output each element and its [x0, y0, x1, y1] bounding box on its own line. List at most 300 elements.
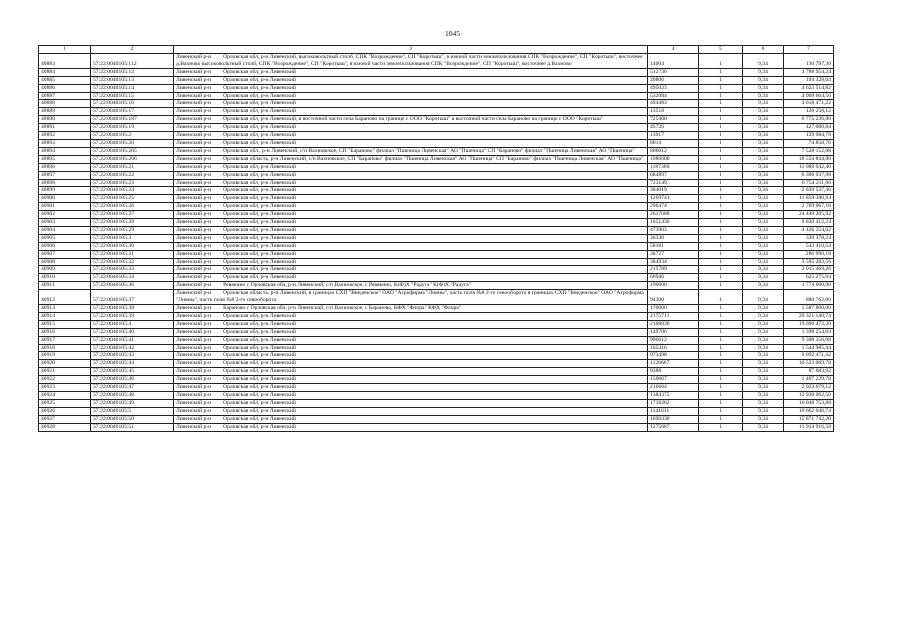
cadastral-value: 6 754 211,66: [784, 179, 834, 187]
cadastral-value: 9 308 356,08: [784, 336, 834, 344]
rate-value: 9,34: [743, 336, 784, 344]
address-text: Орловская обл, р-н Ливенский: [223, 258, 296, 265]
row-number: 40904: [39, 226, 91, 234]
address-text: Орловская область, р-н Ливенский, с/п Вахновское, СП "Бараново" филиал "Пшеница Ливенская" АО "Пшеница" СП "Бараново" филиал "Пшеница Ливенская" АО "Пшеница": [223, 155, 644, 162]
table-row: [39, 116, 834, 124]
cadastral-value: 10 523 069,78: [784, 360, 834, 368]
row-number: 40926: [39, 407, 91, 415]
row-number: 40907: [39, 250, 91, 258]
table-row: [39, 219, 834, 227]
address-text: Орловская обл, р-н Ливенский: [223, 171, 296, 178]
column-5-value: 1: [699, 312, 743, 320]
column-5-value: 1: [699, 336, 743, 344]
column-5-value: 1: [699, 320, 743, 328]
column-5-value: 1: [699, 423, 743, 431]
area-value: 495023: [648, 84, 699, 92]
area-value: 150667: [648, 376, 699, 384]
column-5-value: 1: [699, 203, 743, 211]
column-5-value: 1: [699, 360, 743, 368]
cadastral-value: 20 321 140,74: [784, 312, 834, 320]
rate-value: 9,34: [743, 320, 784, 328]
rate-value: 9,34: [743, 187, 784, 195]
location-description: [174, 155, 648, 163]
cadastral-number: 57:22:0040105:44: [91, 360, 174, 368]
table-row: [39, 274, 834, 282]
region-name: Ливенский р-н: [176, 407, 212, 414]
cadastral-number: 57:22:0040105:22: [91, 171, 174, 179]
column-5-value: 1: [699, 274, 743, 282]
column-5-value: 1: [699, 407, 743, 415]
col-header: 7: [784, 46, 834, 54]
area-value: 1126667: [648, 360, 699, 368]
region-name: Ливенский р-н: [176, 423, 212, 430]
rate-value: 9,34: [743, 250, 784, 258]
row-number: 40890: [39, 116, 91, 124]
rate-value: 9,34: [743, 274, 784, 282]
location-description: [174, 132, 648, 140]
column-5-value: 1: [699, 100, 743, 108]
address-text: Орловская обл, р-н Ливенский: [223, 368, 296, 375]
cadastral-number: 57:22:0040105:51: [91, 423, 174, 431]
row-number: 40906: [39, 242, 91, 250]
rate-value: 9,34: [743, 68, 784, 76]
rate-value: 9,34: [743, 258, 784, 266]
address-text: Орловская обл, р-н Ливенский: [223, 234, 296, 241]
region-name: Ливенский р-н: [176, 203, 212, 210]
table-row: [39, 423, 834, 431]
location-description: [174, 290, 648, 305]
location-description: [174, 179, 648, 187]
location-description: [174, 68, 648, 76]
table-row: [39, 312, 834, 320]
table-row: [39, 407, 834, 415]
area-value: 296474: [648, 203, 699, 211]
column-5-value: 1: [699, 305, 743, 313]
location-description: [174, 384, 648, 392]
row-number: 40885: [39, 76, 91, 84]
location-description: [174, 423, 648, 431]
region-name: Ливенский р-н: [176, 274, 212, 281]
column-5-value: 1: [699, 54, 743, 69]
row-number: 40889: [39, 108, 91, 116]
area-value: 216664: [648, 384, 699, 392]
row-number: 40918: [39, 344, 91, 352]
row-number: 40928: [39, 423, 91, 431]
table-row: [39, 84, 834, 92]
row-number: 40894: [39, 147, 91, 155]
column-5-value: 1: [699, 124, 743, 132]
row-number: 40903: [39, 219, 91, 227]
cadastral-number: 57:22:0040105:2: [91, 132, 174, 140]
column-5-value: 1: [699, 132, 743, 140]
table-row: [39, 320, 834, 328]
cadastral-number: 57:22:0040105:42: [91, 344, 174, 352]
location-description: [174, 54, 648, 69]
table-row: [39, 250, 834, 258]
table-row: [39, 195, 834, 203]
location-description: [174, 305, 648, 313]
area-value: 30727: [648, 250, 699, 258]
area-value: 1718282: [648, 399, 699, 407]
table-row: [39, 290, 834, 305]
cadastral-number: 57:22:0040105:187: [91, 116, 174, 124]
column-5-value: 1: [699, 352, 743, 360]
address-text: Орловская обл, р-н Ливенский: [223, 179, 296, 186]
cadastral-number: 57:22:0040105:47: [91, 384, 174, 392]
cadastral-value: 18 554 844,00: [784, 155, 834, 163]
location-description: [174, 219, 648, 227]
cadastral-number: 57:22:0040105:3: [91, 234, 174, 242]
address-text: Орловская обл, р-н Ливенский: [223, 266, 296, 273]
cadastral-value: 339 378,24: [784, 234, 834, 242]
location-description: [174, 171, 648, 179]
cadastral-value: 12 930 062,50: [784, 391, 834, 399]
region-name: Ливенский р-н: [176, 54, 212, 60]
region-name: Ливенский р-н: [176, 76, 212, 83]
region-name: Ливенский р-н: [176, 391, 212, 398]
area-value: 996612: [648, 336, 699, 344]
cadastral-number: 57:22:0040105:45: [91, 368, 174, 376]
row-number: 40919: [39, 352, 91, 360]
rate-value: 9,34: [743, 171, 784, 179]
rate-value: 9,34: [743, 234, 784, 242]
table-row: [39, 384, 834, 392]
area-value: 190000: [648, 282, 699, 290]
table-row: [39, 336, 834, 344]
table-row: [39, 100, 834, 108]
region-name: Ливенский р-н: [176, 352, 212, 359]
address-text: Орловская обл, р-н Ливенский: [223, 328, 296, 335]
row-number: 40901: [39, 203, 91, 211]
cadastral-value: 4 426 254,02: [784, 226, 834, 234]
address-text: Орловская обл, р-н Ливенский: [223, 407, 296, 414]
table-row: [39, 124, 834, 132]
location-description: [174, 274, 648, 282]
location-description: [174, 92, 648, 100]
region-name: Ливенский р-н: [176, 290, 212, 297]
region-name: Ливенский р-н: [176, 360, 212, 367]
area-value: 684897: [648, 171, 699, 179]
cadastral-value: 87 683,92: [784, 368, 834, 376]
row-number: 40922: [39, 376, 91, 384]
area-value: 806012: [648, 147, 699, 155]
column-5-value: 1: [699, 163, 743, 171]
rate-value: 9,34: [743, 163, 784, 171]
row-number: 40925: [39, 399, 91, 407]
column-5-value: 1: [699, 384, 743, 392]
area-value: 9388: [648, 368, 699, 376]
table-row: [39, 282, 834, 290]
row-number: 40886: [39, 84, 91, 92]
column-5-value: 1: [699, 68, 743, 76]
region-name: Ливенский р-н: [176, 368, 212, 375]
address-text: Орловская обл, р-н Ливенский: [223, 391, 296, 398]
region-name: Ливенский р-н: [176, 187, 212, 194]
area-value: 494483: [648, 100, 699, 108]
region-name: Ливенский р-н: [176, 171, 212, 178]
row-number: 40921: [39, 368, 91, 376]
rate-value: 9,34: [743, 92, 784, 100]
region-name: Ливенский р-н: [176, 226, 212, 233]
cadastral-number: 57:22:0040105:46: [91, 376, 174, 384]
cadastral-number: 57:22:0040105:27: [91, 211, 174, 219]
registry-table: [38, 45, 834, 432]
cadastral-number: 57:22:0040105:21: [91, 163, 174, 171]
address-text: Орловская обл, р-н Ливенский: [223, 108, 296, 115]
cadastral-number: 57:22:0040105:23: [91, 179, 174, 187]
rate-value: 9,34: [743, 108, 784, 116]
table-row: [39, 352, 834, 360]
table-row: [39, 376, 834, 384]
region-name: Ливенский р-н: [176, 124, 212, 131]
row-number: 40911: [39, 282, 91, 290]
column-5-value: 1: [699, 139, 743, 147]
cadastral-number: 57:22:0040105:5: [91, 407, 174, 415]
rate-value: 9,34: [743, 195, 784, 203]
cadastral-value: 15 871 742,20: [784, 415, 834, 423]
table-row: [39, 132, 834, 140]
address-text: Орловская обл, р-н Ливенский: [223, 226, 296, 233]
column-5-value: 1: [699, 282, 743, 290]
region-name: Ливенский р-н: [176, 139, 212, 146]
area-value: 304019: [648, 187, 699, 195]
region-name: Ливенский р-н: [176, 242, 212, 249]
table-row: [39, 92, 834, 100]
column-5-value: 1: [699, 368, 743, 376]
cadastral-value: 543 410,54: [784, 242, 834, 250]
cadastral-number: 57:22:0040105:25: [91, 195, 174, 203]
area-value: 170000: [648, 305, 699, 313]
column-5-value: 1: [699, 84, 743, 92]
column-5-value: 1: [699, 328, 743, 336]
location-description: [174, 139, 648, 147]
address-text: Орловская обл., р-н Ливенский, с/п Вахновское, СП "Бараново" филиал "Пшеница Ливенская" АО "Пшеница" СП "Бараново" филиал "Пшеница Ливенская" АО "Пшеница": [223, 147, 635, 154]
row-number: 40927: [39, 415, 91, 423]
address-text: Орловская обл, р-н Ливенский: [223, 203, 296, 210]
cadastral-number: 57:22:0040105:38: [91, 305, 174, 313]
table-row: [39, 54, 834, 69]
table-row: [39, 68, 834, 76]
area-value: 1051436: [648, 219, 699, 227]
cadastral-number: 57:22:0040105:29: [91, 226, 174, 234]
column-5-value: 1: [699, 171, 743, 179]
row-number: 40899: [39, 187, 91, 195]
address-text: Орловская обл, р-н Ливенский: [223, 250, 296, 257]
rate-value: 9,34: [743, 179, 784, 187]
rate-value: 9,34: [743, 84, 784, 92]
table-row: [39, 211, 834, 219]
col-header: 2: [91, 46, 174, 54]
cadastral-number: 57:22:0040105:112: [91, 54, 174, 69]
table-row: [39, 155, 834, 163]
area-value: 14004: [648, 54, 699, 69]
cadastral-number: 57:22:0040105:39: [91, 312, 174, 320]
area-value: 36336: [648, 234, 699, 242]
cadastral-number: 57:22:0040105:48: [91, 391, 174, 399]
area-value: 1699330: [648, 415, 699, 423]
area-value: 149706: [648, 328, 699, 336]
address-text: Орловская обл, р-н Ливенский: [223, 312, 296, 319]
cadastral-number: 57:22:0040105:30: [91, 242, 174, 250]
header-row: [39, 46, 834, 54]
cadastral-number: 57:22:0040105:49: [91, 399, 174, 407]
area-value: 1269741: [648, 195, 699, 203]
cadastral-value: 2 839 537,46: [784, 187, 834, 195]
cadastral-number: 57:22:0040105:24: [91, 187, 174, 195]
cadastral-number: 57:22:0040105:16: [91, 100, 174, 108]
column-5-value: 1: [699, 116, 743, 124]
column-5-value: 1: [699, 242, 743, 250]
cadastral-value: 24 449 205,92: [784, 211, 834, 219]
cadastral-value: 10 662 646,74: [784, 407, 834, 415]
column-5-value: 1: [699, 391, 743, 399]
address-text: Орловская обл, р-н Ливенский: [223, 139, 296, 146]
table-row: [39, 399, 834, 407]
cadastral-number: 57:22:0040105:26: [91, 203, 174, 211]
address-text: Орловская обл, р-н Ливенский, высоковольтный столб, СПК "Возрождение", СП "Коротыш", в южной части землепользования СПК "Возрождение", СП "Коротыш", восточнее д.Вахново высоковольтный столб, СПК "Возрождение", СП "Коротыш", в южной части землепользования СПК "Возрождение", СП "Коротыш", восточнее д.Вахново: [176, 54, 643, 67]
row-number: 40924: [39, 391, 91, 399]
rate-value: 9,34: [743, 399, 784, 407]
cadastral-value: 130 797,36: [784, 54, 834, 69]
address-text: Ревякино с Орловская обл, р-н Ливенский, с/п Вахновское, с Ревякино, К(Ф)Х "Радуга" К(Ф)Х "Радуга": [223, 282, 472, 289]
row-number: 40897: [39, 171, 91, 179]
rate-value: 9,34: [743, 124, 784, 132]
rate-value: 9,34: [743, 219, 784, 227]
location-description: [174, 407, 648, 415]
region-name: Ливенский р-н: [176, 376, 212, 383]
cadastral-value: 2 023 679,12: [784, 384, 834, 392]
address-text: Орловская обл, р-н Ливенский: [223, 352, 296, 359]
row-number: 40884: [39, 68, 91, 76]
cadastral-value: 2 769 067,16: [784, 203, 834, 211]
rate-value: 9,34: [743, 226, 784, 234]
cadastral-number: 57:22:0040105:37: [91, 290, 174, 305]
location-description: [174, 226, 648, 234]
rate-value: 9,34: [743, 147, 784, 155]
row-number: 40891: [39, 124, 91, 132]
table-row: [39, 179, 834, 187]
cadastral-number: 57:22:0040105:15: [91, 92, 174, 100]
address-text: Орловская обл, р-н Ливенский, в восточной части села Бараново на границе с ООО "Коротыш" в восточной части села Бараново на границе с ООО "Коротыш": [223, 116, 604, 123]
table-row: [39, 234, 834, 242]
rate-value: 9,34: [743, 344, 784, 352]
address-text: Орловская обл, р-н Ливенский: [223, 399, 296, 406]
cadastral-number: 57:22:0040105:205: [91, 147, 174, 155]
row-number: 40895: [39, 155, 91, 163]
cadastral-value: 880 762,00: [784, 290, 834, 305]
rate-value: 9,34: [743, 76, 784, 84]
cadastral-value: 4 969 664,56: [784, 92, 834, 100]
location-description: [174, 203, 648, 211]
row-number: 40883: [39, 54, 91, 69]
rate-value: 9,34: [743, 116, 784, 124]
row-number: 40916: [39, 328, 91, 336]
region-name: Ливенский р-н: [176, 219, 212, 226]
location-description: [174, 108, 648, 116]
row-number: 40893: [39, 139, 91, 147]
location-description: [174, 250, 648, 258]
cadastral-value: 625 275,64: [784, 274, 834, 282]
column-5-value: 1: [699, 399, 743, 407]
location-description: [174, 376, 648, 384]
row-number: 40896: [39, 163, 91, 171]
rate-value: 9,34: [743, 407, 784, 415]
location-description: [174, 147, 648, 155]
column-5-value: 1: [699, 219, 743, 227]
column-5-value: 1: [699, 344, 743, 352]
table-row: [39, 147, 834, 155]
address-text: Орловская обл, р-н Ливенский: [223, 219, 296, 226]
column-5-value: 1: [699, 250, 743, 258]
table-row: [39, 187, 834, 195]
region-name: Ливенский р-н: [176, 234, 212, 241]
table-row: [39, 171, 834, 179]
region-name: Ливенский р-н: [176, 250, 212, 257]
region-name: Ливенский р-н: [176, 258, 212, 265]
cadastral-number: 57:22:0040105:36: [91, 282, 174, 290]
rate-value: 9,34: [743, 415, 784, 423]
row-number: 40909: [39, 266, 91, 274]
region-name: Ливенский р-н: [176, 211, 212, 218]
cadastral-number: 57:22:0040105:14: [91, 84, 174, 92]
rate-value: 9,34: [743, 352, 784, 360]
cadastral-number: 57:22:0040105:41: [91, 336, 174, 344]
region-name: Ливенский р-н: [176, 116, 212, 123]
area-value: 13518: [648, 108, 699, 116]
region-name: Ливенский р-н: [176, 282, 212, 289]
row-number: 40888: [39, 100, 91, 108]
area-value: 2617688: [648, 211, 699, 219]
column-5-value: 1: [699, 179, 743, 187]
row-number: 40902: [39, 211, 91, 219]
column-5-value: 1: [699, 92, 743, 100]
location-description: [174, 391, 648, 399]
area-value: 215789: [648, 266, 699, 274]
area-value: 1187360: [648, 163, 699, 171]
address-text: Орловская обл, р-н Ливенский: [223, 344, 296, 351]
location-description: [174, 352, 648, 360]
rate-value: 9,34: [743, 155, 784, 163]
row-number: 40913: [39, 305, 91, 313]
location-description: [174, 399, 648, 407]
location-description: [174, 116, 648, 124]
address-text: Орловская обл, р-н Ливенский: [223, 68, 296, 75]
cadastral-value: 9 820 412,24: [784, 219, 834, 227]
cadastral-value: 74 850,76: [784, 139, 834, 147]
table-row: [39, 108, 834, 116]
row-number: 40912: [39, 290, 91, 305]
location-description: [174, 124, 648, 132]
column-5-value: 1: [699, 187, 743, 195]
region-name: Ливенский р-н: [176, 155, 212, 162]
region-name: Ливенский р-н: [176, 68, 212, 75]
cadastral-value: 1 398 254,04: [784, 328, 834, 336]
area-value: 20806: [648, 76, 699, 84]
column-5-value: 1: [699, 108, 743, 116]
rate-value: 9,34: [743, 368, 784, 376]
table-row: [39, 258, 834, 266]
region-name: Ливенский р-н: [176, 147, 212, 154]
row-number: 40923: [39, 384, 91, 392]
table-row: [39, 203, 834, 211]
cadastral-number: 57:22:0040105:34: [91, 274, 174, 282]
column-5-value: 1: [699, 226, 743, 234]
rate-value: 9,34: [743, 203, 784, 211]
col-header: 3: [174, 46, 648, 54]
area-value: 1384375: [648, 391, 699, 399]
cadastral-number: 57:22:0040105:20: [91, 139, 174, 147]
location-description: [174, 282, 648, 290]
